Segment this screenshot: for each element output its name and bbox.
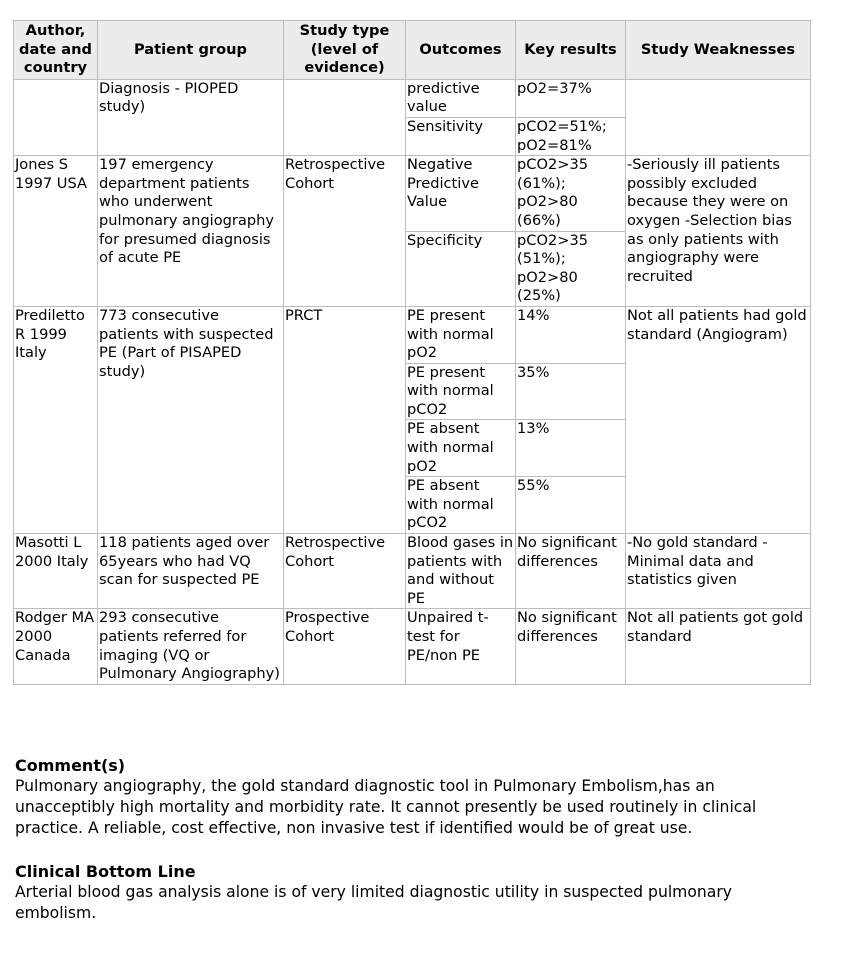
cell-weakness: Not all patients had gold standard (Angiogram) — [626, 306, 811, 533]
comments-text: Pulmonary angiography, the gold standard diagnostic tool in Pulmonary Embolism,has an unacceptibly high mortality and morbidity rate. It cannot presently be used routinely in clinical practice. A reliable, cost effective, non invasive test if identified would be of great use. — [15, 777, 757, 837]
cell-weakness — [626, 79, 811, 155]
table-row — [14, 306, 811, 363]
cell-result: pCO2=51%; pO2=81% — [516, 117, 626, 155]
cell-study-type: Prospective Cohort — [284, 609, 406, 684]
header-key-results: Key results — [516, 21, 626, 80]
comments-heading: Comment(s) — [15, 756, 126, 775]
table-header-row — [14, 21, 811, 80]
cell-study-type: PRCT — [284, 306, 406, 533]
cell-result: 35% — [516, 363, 626, 420]
cell-author: Masotti L 2000 Italy — [14, 534, 98, 609]
table-row — [14, 79, 811, 117]
cell-study-type — [284, 79, 406, 155]
cell-author: Rodger MA 2000 Canada — [14, 609, 98, 684]
cell-patient-group: 773 consecutive patients with suspected PE (Part of PISAPED study) — [98, 306, 284, 533]
cell-patient-group: 293 consecutive patients referred for imaging (VQ or Pulmonary Angiography) — [98, 609, 284, 684]
cell-result: 13% — [516, 420, 626, 477]
cell-outcome: Specificity — [406, 231, 516, 306]
cell-outcome: PE absent with normal pCO2 — [406, 477, 516, 534]
cell-outcome: PE present with normal pO2 — [406, 306, 516, 363]
cell-result: No significant differences — [516, 609, 626, 684]
cell-outcome: Blood gases in patients with and without PE — [406, 534, 516, 609]
cell-weakness: -Seriously ill patients possibly excluded because they were on oxygen -Selection bias as only patients with angiography were recruited — [626, 156, 811, 307]
comments-section — [15, 755, 815, 924]
header-weaknesses: Study Weaknesses — [626, 21, 811, 80]
bottom-line-heading: Clinical Bottom Line — [15, 862, 196, 881]
cell-study-type: Retrospective Cohort — [284, 534, 406, 609]
bottom-line-section — [15, 861, 815, 924]
cell-author: Prediletto R 1999 Italy — [14, 306, 98, 533]
cell-patient-group: Diagnosis - PIOPED study) — [98, 79, 284, 155]
cell-outcome: predictive value — [406, 79, 516, 117]
cell-result: No significant differences — [516, 534, 626, 609]
cell-author: Jones S 1997 USA — [14, 156, 98, 307]
cell-result: 14% — [516, 306, 626, 363]
cell-author — [14, 79, 98, 155]
table-row — [14, 156, 811, 231]
header-author: Author, date and country — [14, 21, 98, 80]
cell-study-type: Retrospective Cohort — [284, 156, 406, 307]
table-row — [14, 609, 811, 684]
cell-result: pO2=37% — [516, 79, 626, 117]
cell-weakness: -No gold standard -Minimal data and statistics given — [626, 534, 811, 609]
cell-outcome: Unpaired t-test for PE/non PE — [406, 609, 516, 684]
cell-outcome: PE absent with normal pO2 — [406, 420, 516, 477]
evidence-table-wrapper — [13, 20, 810, 685]
cell-patient-group: 197 emergency department patients who underwent pulmonary angiography for presumed diagnosis of acute PE — [98, 156, 284, 307]
header-study-type: Study type (level of evidence) — [284, 21, 406, 80]
bottom-line-text: Arterial blood gas analysis alone is of very limited diagnostic utility in suspected pulmonary embolism. — [15, 883, 732, 922]
header-patient-group: Patient group — [98, 21, 284, 80]
evidence-table — [13, 20, 811, 685]
table-row — [14, 534, 811, 609]
cell-patient-group: 118 patients aged over 65years who had VQ scan for suspected PE — [98, 534, 284, 609]
cell-result: pCO2>35 (61%); pO2>80 (66%) — [516, 156, 626, 231]
cell-result: pCO2>35 (51%); pO2>80 (25%) — [516, 231, 626, 306]
cell-outcome: Negative Predictive Value — [406, 156, 516, 231]
cell-weakness: Not all patients got gold standard — [626, 609, 811, 684]
header-outcomes: Outcomes — [406, 21, 516, 80]
cell-outcome: PE present with normal pCO2 — [406, 363, 516, 420]
cell-outcome: Sensitivity — [406, 117, 516, 155]
cell-result: 55% — [516, 477, 626, 534]
